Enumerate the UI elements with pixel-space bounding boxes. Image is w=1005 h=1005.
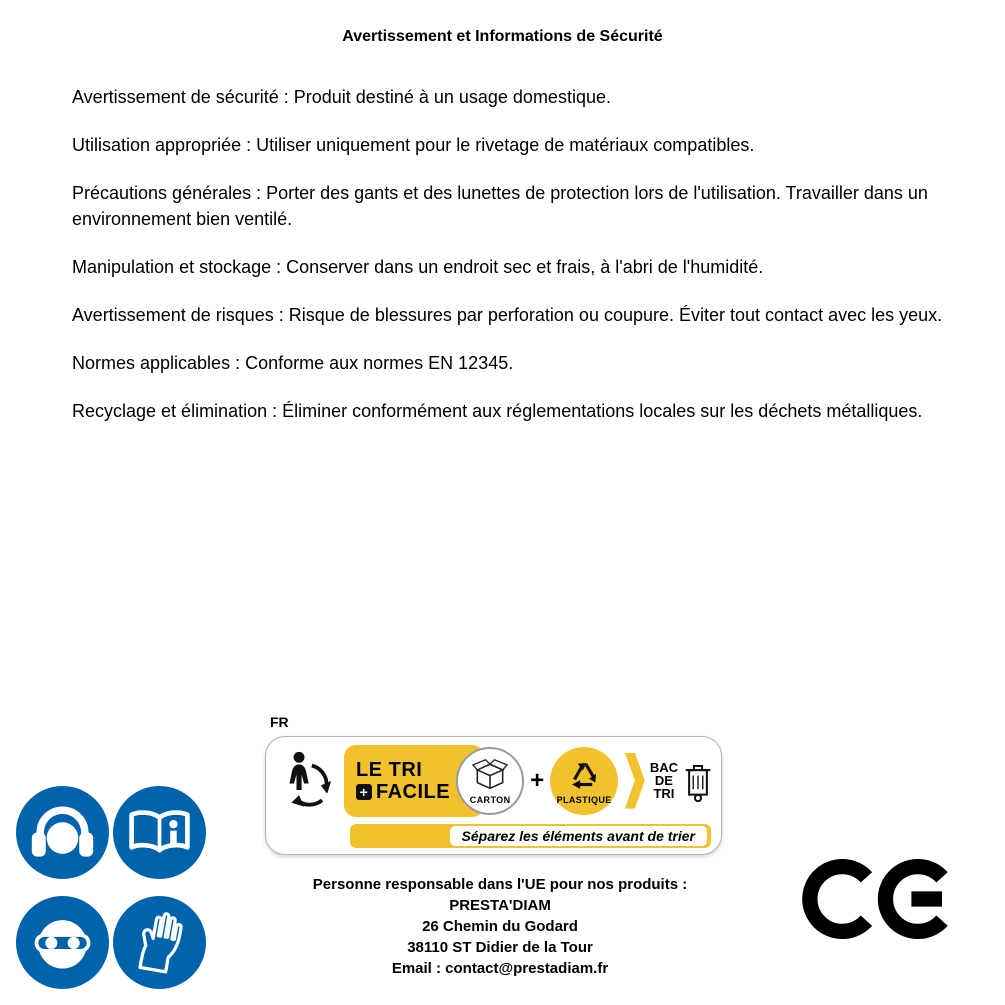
bin-label-line2: DE [654, 773, 673, 789]
responsible-person-block [255, 874, 745, 979]
plastique-label: PLASTIQUE [556, 795, 612, 806]
address-street: 26 Chemin du Godard [422, 918, 578, 935]
plastique-material-badge [550, 747, 618, 815]
tri-label-top-row [266, 737, 721, 824]
address-city: 38110 ST Didier de la Tour [407, 939, 593, 956]
carton-label: CARTON [469, 795, 511, 806]
responsible-person-line: Personne responsable dans l'UE pour nos produits : [312, 876, 688, 893]
bin-label-line1: BAC [649, 760, 678, 776]
carton-icon [469, 756, 511, 794]
contact-email: Email : contact@prestadiam.fr [391, 960, 609, 977]
paragraph-handling-storage: Manipulation et stockage : Conserver dans un endroit sec et frais, à l'abri de l'humidité. [72, 257, 764, 277]
country-code: FR [270, 714, 289, 730]
tri-headline-line2: FACILE [376, 780, 451, 803]
material-plus: + [530, 766, 545, 794]
bin-icon [683, 757, 713, 805]
tri-headline-line1: LE TRI [356, 758, 423, 781]
triman-icon [272, 744, 344, 818]
plus-icon: + [356, 784, 372, 800]
ce-marking-icon [798, 853, 951, 945]
bin-zone [625, 753, 713, 809]
page-title: Avertissement et Informations de Sécurité [342, 28, 663, 45]
plastique-recycle-icon [563, 756, 605, 794]
ear-protection-icon [16, 786, 109, 879]
safety-text [72, 84, 977, 446]
read-manual-icon [113, 786, 206, 879]
paragraph-safety-warning: Avertissement de sécurité : Produit destiné à un usage domestique. [72, 87, 611, 107]
tri-label-footer-strip [350, 824, 711, 848]
company-name: PRESTA'DIAM [449, 897, 551, 914]
tri-footer-text: Séparez les éléments avant de trier [450, 826, 707, 846]
chevron-icon [625, 753, 645, 809]
paragraph-standards: Normes applicables : Conforme aux normes EN 12345. [72, 353, 514, 373]
paragraph-general-precautions: Précautions générales : Porter des gants et des lunettes de protection lors de l'utilisation. Travailler dans un environnement bien ventilé. [72, 183, 928, 229]
carton-material-badge [456, 747, 524, 815]
protective-gloves-icon [113, 896, 206, 989]
paragraph-appropriate-use: Utilisation appropriée : Utiliser uniquement pour le rivetage de matériaux compatibles. [72, 135, 755, 155]
paragraph-risk-warning: Avertissement de risques : Risque de blessures par perforation ou coupure. Éviter tout contact avec les yeux. [72, 305, 943, 325]
paragraph-recycling: Recyclage et élimination : Éliminer conformément aux réglementations locales sur les déchets métalliques. [72, 401, 923, 421]
eye-protection-icon [16, 896, 109, 989]
mandatory-pictograms [16, 786, 206, 989]
bin-label-line3: TRI [653, 786, 675, 802]
tri-facile-label [265, 736, 722, 855]
